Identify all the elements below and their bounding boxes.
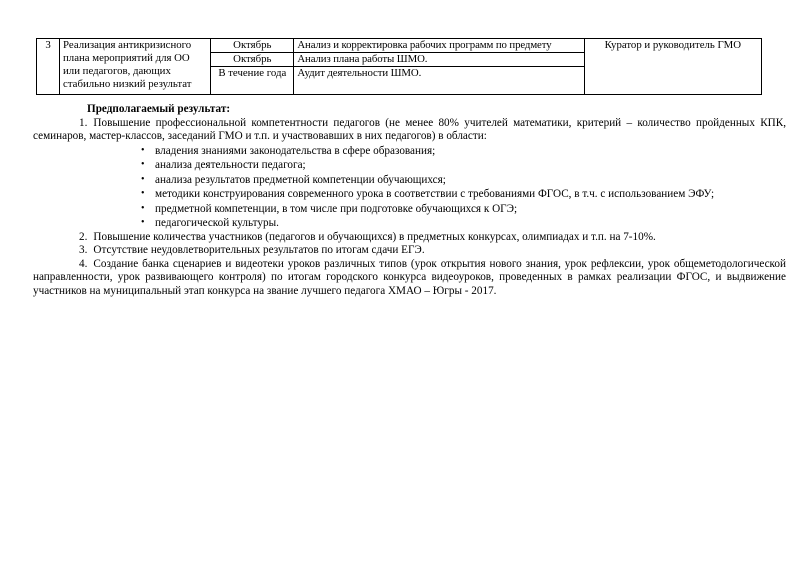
result-item-1 xyxy=(33,117,786,144)
activity-cell: Реализация антикризисного плана мероприятий для ОО или педагогов, дающих стабильно низкий результат xyxy=(60,39,211,95)
bullet-item xyxy=(33,202,786,217)
item-number: 4. xyxy=(79,257,88,270)
period-cell: В течение года xyxy=(211,67,294,95)
responsible-cell: Куратор и руководитель ГМО xyxy=(584,39,761,95)
action-plan-table xyxy=(36,38,762,95)
bullet-text: методики конструирования современного урока в соответствии с требованиями ФГОС, в т.ч. с использованием ЭФУ; xyxy=(155,188,715,200)
bullet-item xyxy=(33,187,786,202)
period-cell: Октябрь xyxy=(211,53,294,67)
bullet-text: анализа результатов предметной компетенции обучающихся; xyxy=(155,173,446,186)
bullet-item xyxy=(33,173,786,188)
item-number: 2. xyxy=(79,230,88,243)
results-section xyxy=(33,103,786,298)
result-item-4 xyxy=(33,258,786,299)
bullet-item xyxy=(33,144,786,159)
item-text: Создание банка сценариев и видеотеки уроков различных типов (урок открытия нового знания, урок рефлексии, урок общеметодологической направленности, урок развивающего контроля) по итогам городского конкурса видеоуроков, проведенных в рамках реализации ФГОС, и выдвижение участников на муниципальный этап конкурса на звание лучшего педагога ХМАО – Югры - 2017. xyxy=(33,257,786,297)
bullet-list xyxy=(33,144,786,231)
period-cell: Октябрь xyxy=(211,39,294,53)
bullet-icon: • xyxy=(141,159,145,170)
row-number-cell: 3 xyxy=(37,39,60,95)
action-cell: Аудит деятельности ШМО. xyxy=(294,67,584,95)
result-item-3 xyxy=(33,244,786,258)
action-cell: Анализ и корректировка рабочих программ по предмету xyxy=(294,39,584,53)
results-heading: Предполагаемый результат: xyxy=(87,103,231,115)
bullet-icon: • xyxy=(141,144,145,156)
item-text: Повышение количества участников (педагогов и обучающихся) в предметных конкурсах, олимпиадах и т.п. на 7-10%. xyxy=(93,230,656,243)
bullet-icon: • xyxy=(141,188,145,199)
bullet-icon: • xyxy=(141,173,145,185)
item-number: 1. xyxy=(79,116,88,129)
bullet-icon: • xyxy=(141,202,145,214)
action-cell: Анализ плана работы ШМО. xyxy=(294,53,584,67)
bullet-item xyxy=(33,216,786,231)
item-text: Отсутствие неудовлетворительных результатов по итогам сдачи ЕГЭ. xyxy=(93,244,425,256)
bullet-item xyxy=(33,158,786,173)
bullet-icon: • xyxy=(141,217,145,228)
item-number: 3. xyxy=(79,244,88,256)
result-item-2 xyxy=(33,231,786,245)
item-text: Повышение профессиональной компетентности педагогов (не менее 80% учителей математики, критерий – количество пройденных КПК, семинаров, мастер-классов, заседаний ГМО и т.п. и участвовавших в них педагогов) в области: xyxy=(33,116,786,142)
bullet-text: педагогической культуры. xyxy=(155,217,279,229)
bullet-text: владения знаниями законодательства в сфере образования; xyxy=(155,144,436,157)
table-row xyxy=(37,39,762,53)
bullet-text: анализа деятельности педагога; xyxy=(155,159,306,171)
bullet-text: предметной компетенции, в том числе при подготовке обучающихся к ОГЭ; xyxy=(155,202,518,215)
